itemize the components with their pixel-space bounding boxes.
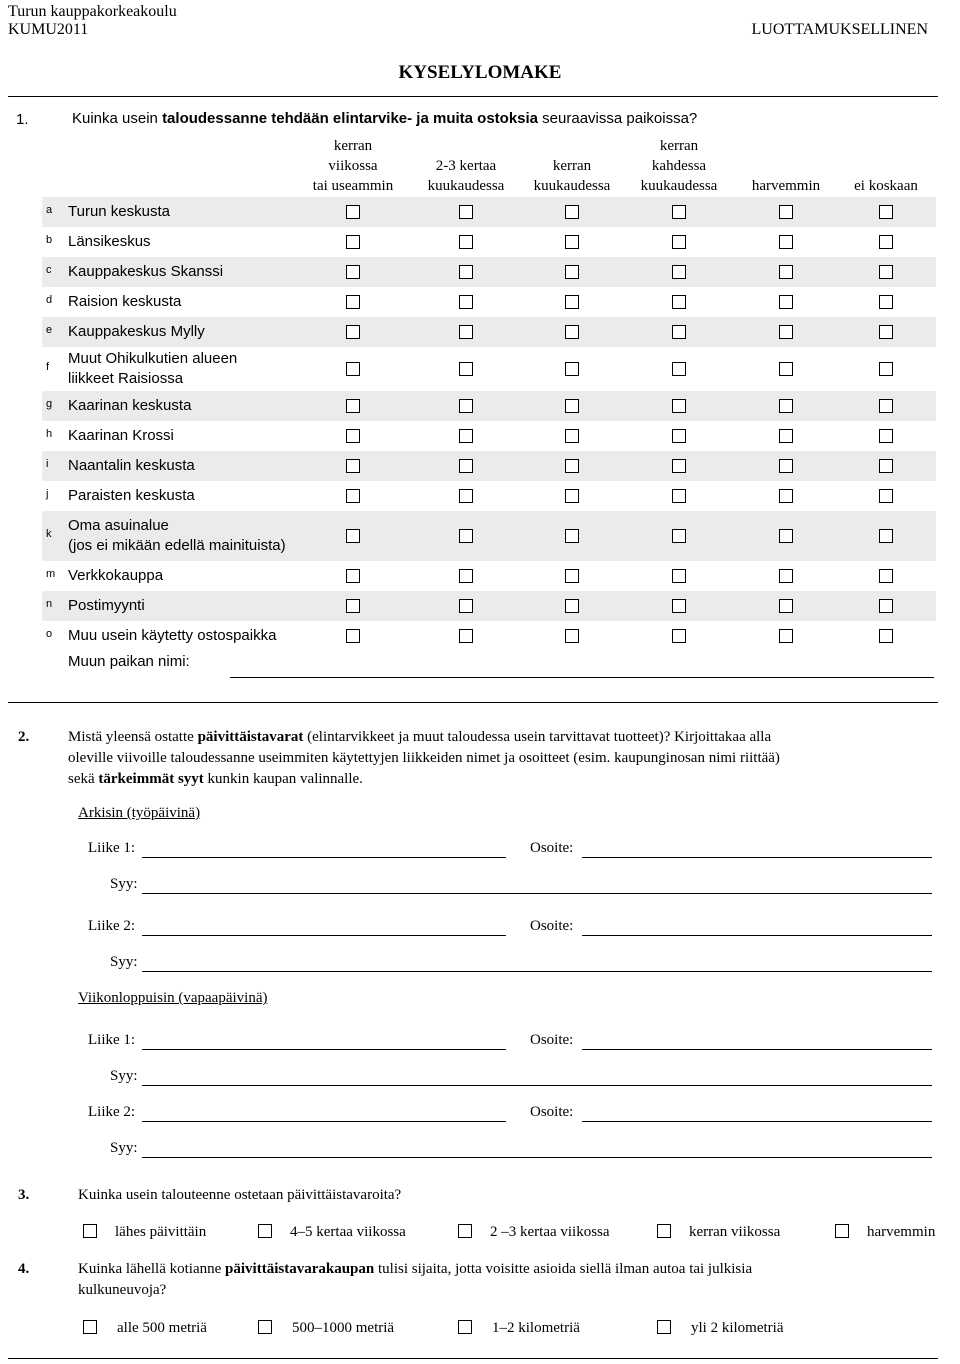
weekend-address2-label: Osoite:: [530, 1104, 574, 1120]
q2-question: Mistä yleensä ostatte päivittäistavarat (elintarvikkeet ja muut taloudessa usein tarvittavat tuotteet)? Kirjoittakaa alla oleville viivoille taloudessanne useimmiten käytettyjen liikkeiden nimet ja osoitteet (esim. kaupunginosan nimi riittää) sekä tärkeimmät syyt kunkin kaupan valinnalle.: [68, 729, 780, 787]
frequency-checkbox[interactable]: [346, 629, 360, 643]
frequency-checkbox[interactable]: [879, 295, 893, 309]
row-letter: m: [46, 568, 56, 580]
frequency-checkbox[interactable]: [879, 399, 893, 413]
weekend-address1-field[interactable]: [582, 1049, 932, 1050]
frequency-checkbox[interactable]: [346, 235, 360, 249]
frequency-checkbox[interactable]: [779, 569, 793, 583]
frequency-checkbox[interactable]: [459, 295, 473, 309]
row-letter: b: [46, 234, 53, 246]
row-label: Kauppakeskus Mylly: [68, 323, 205, 340]
frequency-checkbox[interactable]: [565, 235, 579, 249]
frequency-checkbox[interactable]: [779, 295, 793, 309]
frequency-checkbox[interactable]: [672, 459, 686, 473]
weekdays-heading: Arkisin (työpäivinä): [78, 805, 201, 821]
weekday-address2-label: Osoite:: [530, 918, 574, 934]
weekday-address1-label: Osoite:: [530, 840, 574, 856]
frequency-checkbox[interactable]: [459, 599, 473, 613]
q3-number: 3.: [18, 1187, 30, 1203]
weekday-store1-label: Liike 1:: [88, 840, 136, 856]
column-header-line: kuukaudessa: [427, 178, 505, 194]
row-label: Naantalin keskusta: [68, 457, 195, 474]
q3-option-label: kerran viikossa: [689, 1224, 781, 1240]
weekday-store2-field[interactable]: [142, 935, 506, 936]
frequency-checkbox[interactable]: [879, 599, 893, 613]
other-name-label: Muun paikan nimi:: [68, 653, 190, 670]
weekday-store2-label: Liike 2:: [88, 918, 136, 934]
frequency-checkbox[interactable]: [459, 399, 473, 413]
q3-option-checkbox[interactable]: [657, 1224, 671, 1238]
frequency-checkbox[interactable]: [565, 459, 579, 473]
row-letter: j: [46, 488, 49, 500]
q4-option-label: 1–2 kilometriä: [492, 1320, 580, 1336]
frequency-checkbox[interactable]: [879, 205, 893, 219]
frequency-checkbox[interactable]: [672, 295, 686, 309]
q4-option-checkbox[interactable]: [657, 1320, 671, 1334]
section-divider: [8, 702, 938, 703]
weekend-store1-label: Liike 1:: [88, 1032, 136, 1048]
frequency-checkbox[interactable]: [565, 205, 579, 219]
weekend-address1-label: Osoite:: [530, 1032, 574, 1048]
column-header-line: tai useammin: [312, 178, 394, 194]
row-label: Kauppakeskus Skanssi: [68, 263, 224, 280]
q3-option-label: lähes päivittäin: [115, 1224, 207, 1240]
q3-option-checkbox[interactable]: [83, 1224, 97, 1238]
frequency-checkbox[interactable]: [459, 362, 473, 376]
row-letter: c: [46, 264, 52, 276]
weekday-reason2-field[interactable]: [142, 971, 932, 972]
column-header-line: kahdessa: [651, 158, 707, 174]
frequency-checkbox[interactable]: [459, 265, 473, 279]
frequency-checkbox[interactable]: [346, 362, 360, 376]
q3-option-checkbox[interactable]: [258, 1224, 272, 1238]
school-name: Turun kauppakorkeakoulu: [8, 3, 177, 20]
row-label: Raision keskusta: [68, 293, 182, 310]
frequency-checkbox[interactable]: [346, 529, 360, 543]
frequency-checkbox[interactable]: [672, 599, 686, 613]
frequency-checkbox[interactable]: [879, 529, 893, 543]
q1-question: Kuinka usein taloudessanne tehdään elintarvike- ja muita ostoksia seuraavissa paikoissa?: [72, 110, 698, 127]
frequency-checkbox[interactable]: [346, 205, 360, 219]
frequency-checkbox[interactable]: [459, 529, 473, 543]
weekend-reason1-label: Syy:: [110, 1068, 138, 1084]
frequency-checkbox[interactable]: [565, 295, 579, 309]
frequency-checkbox[interactable]: [779, 399, 793, 413]
frequency-checkbox[interactable]: [459, 235, 473, 249]
weekend-store1-field[interactable]: [142, 1049, 506, 1050]
frequency-checkbox[interactable]: [779, 205, 793, 219]
weekend-reason2-label: Syy:: [110, 1140, 138, 1156]
other-name-field[interactable]: [230, 677, 934, 678]
weekend-store2-label: Liike 2:: [88, 1104, 136, 1120]
q2-number: 2.: [18, 729, 30, 745]
page-title: KYSELYLOMAKE: [398, 62, 562, 83]
weekday-reason1-label: Syy:: [110, 876, 138, 892]
frequency-checkbox[interactable]: [779, 529, 793, 543]
frequency-checkbox[interactable]: [565, 529, 579, 543]
row-label-line2: (jos ei mikään edellä mainituista): [68, 537, 286, 554]
q3-option-label: 2 –3 kertaa viikossa: [490, 1224, 610, 1240]
q3-option-label: 4–5 kertaa viikossa: [290, 1224, 406, 1240]
column-header-line: kuukaudessa: [640, 178, 718, 194]
frequency-checkbox[interactable]: [879, 429, 893, 443]
frequency-checkbox[interactable]: [879, 325, 893, 339]
q4-option-label: alle 500 metriä: [117, 1320, 207, 1336]
confidential-label: LUOTTAMUKSELLINEN: [751, 21, 928, 38]
frequency-checkbox[interactable]: [565, 362, 579, 376]
frequency-checkbox[interactable]: [672, 265, 686, 279]
weekend-reason1-field[interactable]: [142, 1085, 932, 1086]
frequency-checkbox[interactable]: [346, 459, 360, 473]
frequency-checkbox[interactable]: [565, 429, 579, 443]
frequency-checkbox[interactable]: [346, 399, 360, 413]
column-header-line: kerran: [333, 138, 373, 154]
row-letter: n: [46, 598, 53, 610]
footer-divider: [8, 1358, 938, 1359]
frequency-checkbox[interactable]: [672, 629, 686, 643]
weekday-reason2-label: Syy:: [110, 954, 138, 970]
frequency-checkbox[interactable]: [779, 429, 793, 443]
frequency-checkbox[interactable]: [565, 265, 579, 279]
row-letter: o: [46, 628, 53, 640]
row-letter: e: [46, 324, 53, 336]
column-header-line: kuukaudessa: [533, 178, 611, 194]
frequency-checkbox[interactable]: [565, 489, 579, 503]
row-label: Oma asuinalue: [68, 517, 169, 534]
row-shading: [42, 591, 936, 621]
q3-option-checkbox[interactable]: [458, 1224, 472, 1238]
row-label: Länsikeskus: [68, 233, 151, 250]
row-letter: d: [46, 294, 53, 306]
frequency-checkbox[interactable]: [459, 569, 473, 583]
frequency-checkbox[interactable]: [879, 459, 893, 473]
frequency-checkbox[interactable]: [565, 399, 579, 413]
weekends-heading: Viikonloppuisin (vapaapäivinä): [78, 990, 268, 1006]
column-header-line: kerran: [659, 138, 699, 154]
row-letter: h: [46, 428, 53, 440]
frequency-checkbox[interactable]: [459, 429, 473, 443]
frequency-checkbox[interactable]: [346, 599, 360, 613]
frequency-checkbox[interactable]: [672, 399, 686, 413]
frequency-checkbox[interactable]: [346, 429, 360, 443]
row-label: Muut Ohikulkutien alueen: [68, 350, 238, 367]
column-header-line: kerran: [552, 158, 592, 174]
frequency-checkbox[interactable]: [779, 362, 793, 376]
q4-option-checkbox[interactable]: [258, 1320, 272, 1334]
row-label: Kaarinan keskusta: [68, 397, 192, 414]
form-code: KUMU2011: [8, 21, 89, 38]
weekday-reason1-field[interactable]: [142, 893, 932, 894]
frequency-checkbox[interactable]: [459, 629, 473, 643]
row-label: Verkkokauppa: [68, 567, 164, 584]
frequency-checkbox[interactable]: [672, 489, 686, 503]
q4-question: Kuinka lähellä kotianne päivittäistavarakaupan tulisi sijaita, jotta voisitte asioida siellä ilman autoa tai julkisia kulkuneuvoja?: [78, 1261, 753, 1298]
frequency-checkbox[interactable]: [779, 265, 793, 279]
frequency-checkbox[interactable]: [565, 325, 579, 339]
weekday-address2-field[interactable]: [582, 935, 932, 936]
q4-number: 4.: [18, 1261, 30, 1277]
row-letter: a: [46, 204, 53, 216]
q4-option-checkbox[interactable]: [458, 1320, 472, 1334]
q4-option-label: yli 2 kilometriä: [691, 1320, 784, 1336]
frequency-checkbox[interactable]: [779, 489, 793, 503]
frequency-checkbox[interactable]: [565, 569, 579, 583]
q1-number: 1.: [16, 111, 29, 128]
q3-option-label: harvemmin: [867, 1224, 936, 1240]
frequency-checkbox[interactable]: [346, 325, 360, 339]
frequency-checkbox[interactable]: [459, 205, 473, 219]
row-label: Paraisten keskusta: [68, 487, 195, 504]
row-label: Postimyynti: [68, 597, 145, 614]
frequency-checkbox[interactable]: [672, 362, 686, 376]
row-letter: f: [46, 361, 50, 373]
column-header-line: harvemmin: [751, 178, 821, 194]
frequency-checkbox[interactable]: [459, 489, 473, 503]
frequency-checkbox[interactable]: [346, 295, 360, 309]
q4-option-checkbox[interactable]: [83, 1320, 97, 1334]
frequency-checkbox[interactable]: [879, 629, 893, 643]
weekday-store1-field[interactable]: [142, 857, 506, 858]
frequency-checkbox[interactable]: [779, 459, 793, 473]
column-header-line: viikossa: [328, 158, 378, 174]
frequency-checkbox[interactable]: [565, 599, 579, 613]
column-header-line: 2-3 kertaa: [435, 158, 497, 174]
q3-option-checkbox[interactable]: [835, 1224, 849, 1238]
row-label: Muu usein käytetty ostospaikka: [68, 627, 277, 644]
row-letter: g: [46, 398, 53, 410]
q4-option-label: 500–1000 metriä: [292, 1320, 395, 1336]
row-label-line2: liikkeet Raisiossa: [68, 370, 184, 387]
frequency-checkbox[interactable]: [672, 569, 686, 583]
q3-question: Kuinka usein talouteenne ostetaan päivittäistavaroita?: [78, 1187, 402, 1203]
weekend-reason2-field[interactable]: [142, 1157, 932, 1158]
frequency-checkbox[interactable]: [346, 265, 360, 279]
column-header-line: ei koskaan: [854, 178, 918, 194]
row-label: Kaarinan Krossi: [68, 427, 174, 444]
frequency-checkbox[interactable]: [779, 325, 793, 339]
frequency-checkbox[interactable]: [879, 265, 893, 279]
frequency-checkbox[interactable]: [672, 529, 686, 543]
frequency-checkbox[interactable]: [459, 325, 473, 339]
frequency-checkbox[interactable]: [879, 489, 893, 503]
frequency-checkbox[interactable]: [779, 235, 793, 249]
row-label: Turun keskusta: [68, 203, 170, 220]
weekday-address1-field[interactable]: [582, 857, 932, 858]
frequency-checkbox[interactable]: [346, 489, 360, 503]
frequency-checkbox[interactable]: [879, 569, 893, 583]
header-divider: [8, 96, 938, 97]
row-shading: [42, 197, 936, 227]
frequency-checkbox[interactable]: [672, 205, 686, 219]
weekend-store2-field[interactable]: [142, 1121, 506, 1122]
frequency-checkbox[interactable]: [779, 599, 793, 613]
frequency-checkbox[interactable]: [672, 235, 686, 249]
weekend-address2-field[interactable]: [582, 1121, 932, 1122]
frequency-checkbox[interactable]: [879, 362, 893, 376]
row-letter: k: [46, 528, 52, 540]
frequency-checkbox[interactable]: [672, 429, 686, 443]
row-letter: i: [46, 458, 49, 470]
frequency-checkbox[interactable]: [779, 629, 793, 643]
frequency-checkbox[interactable]: [672, 325, 686, 339]
frequency-checkbox[interactable]: [346, 569, 360, 583]
frequency-checkbox[interactable]: [879, 235, 893, 249]
frequency-checkbox[interactable]: [565, 629, 579, 643]
frequency-checkbox[interactable]: [459, 459, 473, 473]
